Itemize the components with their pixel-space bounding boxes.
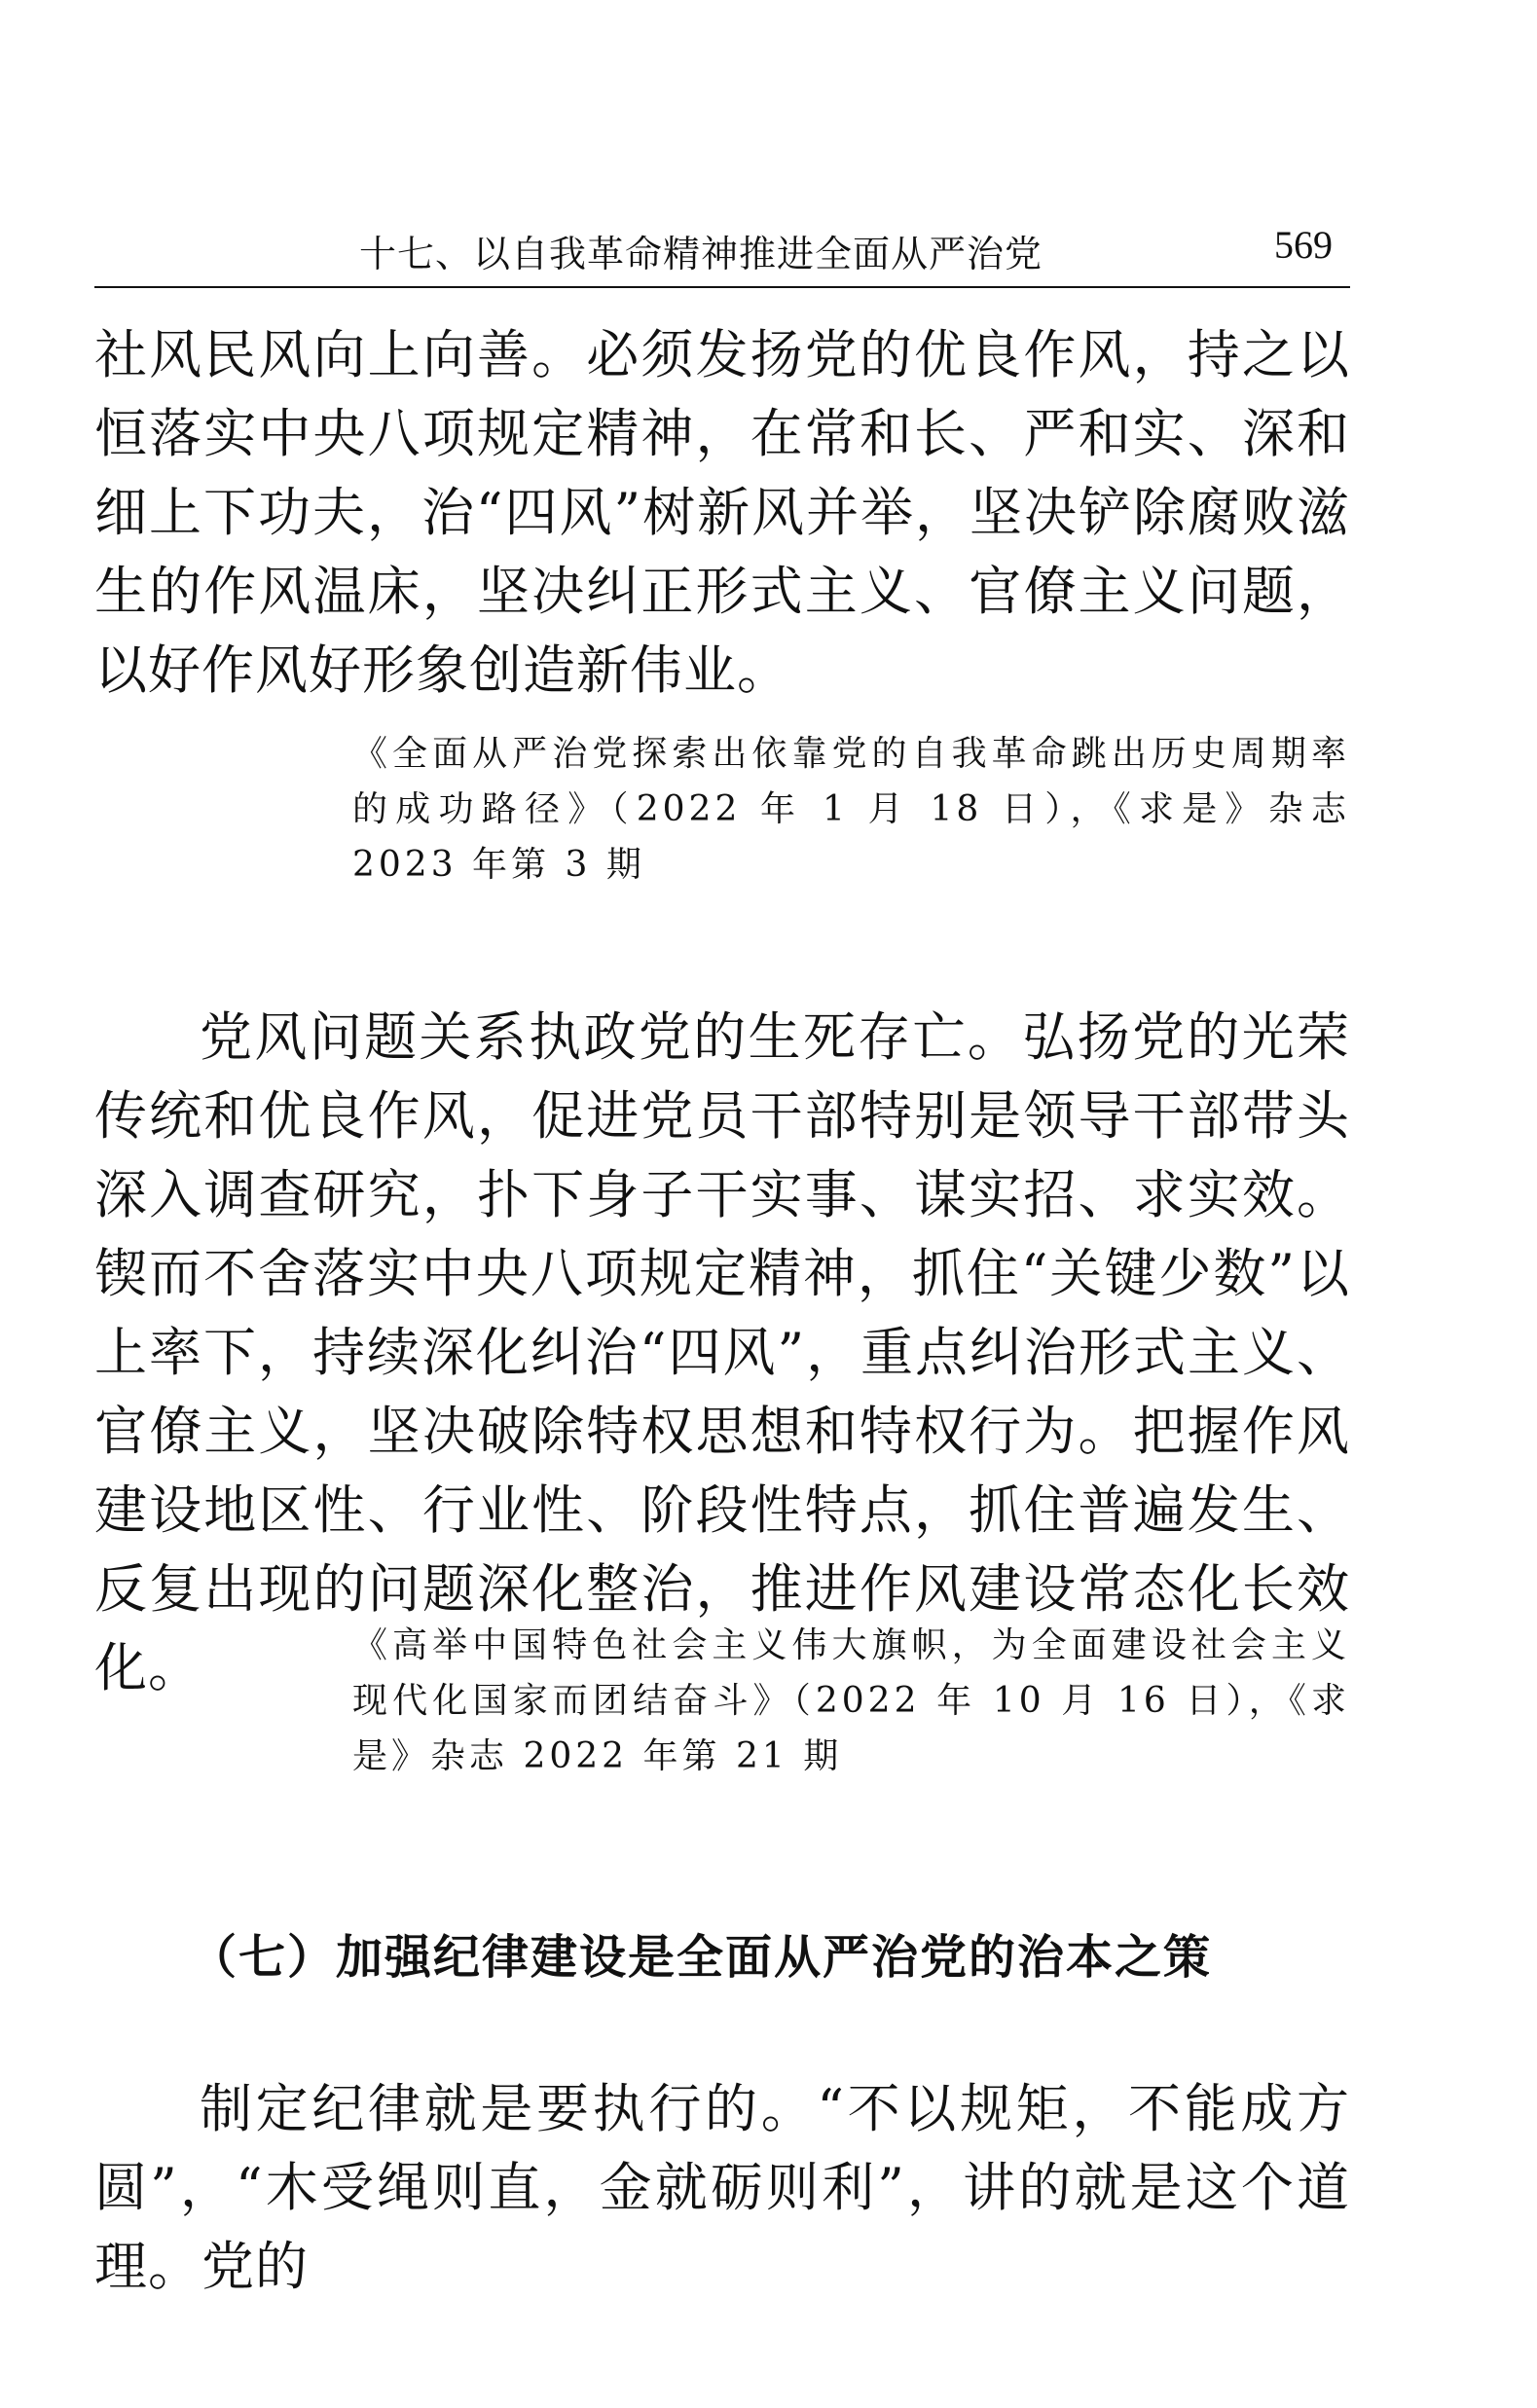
body-paragraph-continued: 社风民风向上向善。必须发扬党的优良作风，持之以恒落实中央八项规定精神，在常和长、严和实、深和细上下功夫，治“四风”树新风并举，坚决铲除腐败滋生的作风温床，坚决纠正形式主义、官僚主义问题，以好作风好形象创造新伟业。: [94, 324, 1350, 701]
running-header: [94, 216, 1350, 288]
citation-source-1: 《全面从严治党探索出依靠党的自我革命跳出历史周期率的成功路径》（2022 年 1 月 18 日），《求是》杂志 2023 年第 3 期: [352, 734, 1350, 885]
body-paragraph-discipline: 制定纪律就是要执行的。“不以规矩，不能成方圆”，“木受绳则直，金就砺则利”，讲的就是这个道理。党的: [94, 2078, 1350, 2297]
section-heading: （七）加强纪律建设是全面从严治党的治本之策: [190, 1930, 1213, 1985]
body-paragraph-party-style: 党风问题关系执政党的生死存亡。弘扬党的光荣传统和优良作风，促进党员干部特别是领导干部带头深入调查研究，扑下身子干实事、谋实招、求实效。锲而不舍落实中央八项规定精神，抓住“关键少数”以上率下，持续深化纠治“四风”，重点纠治形式主义、官僚主义，坚决破除特权思想和特权行为。把握作风建设地区性、行业性、阶段性特点，抓住普遍发生、反复出现的问题深化整治，推进作风建设常态化长效化。: [94, 1006, 1350, 1698]
running-title: 十七、以自我革命精神推进全面从严治党: [359, 233, 1043, 275]
citation-source-2: 《高举中国特色社会主义伟大旗帜，为全面建设社会主义现代化国家而团结奋斗》（2022 年 10 月 16 日），《求是》杂志 2022 年第 21 期: [352, 1625, 1350, 1776]
page-number: 569: [1274, 223, 1333, 267]
